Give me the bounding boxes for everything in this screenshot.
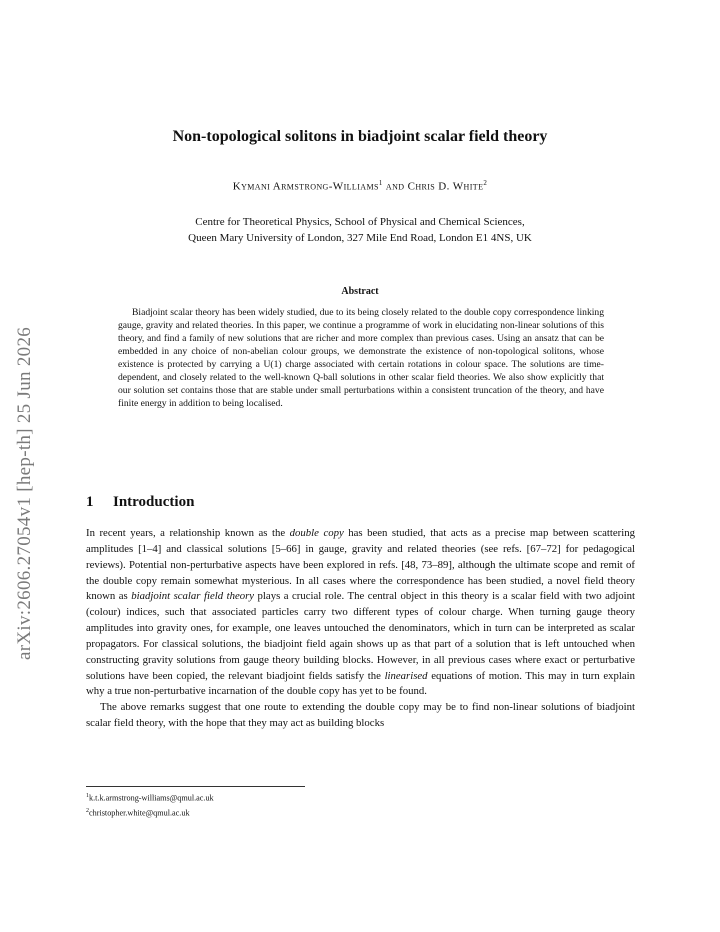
- paragraph: [86, 526, 635, 700]
- footnote-email: k.t.k.armstrong-williams@qmul.ac.uk: [89, 793, 214, 803]
- arxiv-identifier-stamp: arXiv:2606.27054v1 [hep-th] 25 Jun 2026: [14, 326, 35, 660]
- author-name: Kymani Armstrong-Williams: [232, 180, 379, 193]
- affiliation-line: Centre for Theoretical Physics, School of Physical and Chemical Sciences,: [195, 216, 525, 228]
- text-run: In recent years, a relationship known as the: [86, 527, 290, 539]
- footnote-rule: [86, 786, 305, 787]
- emphasis: double copy: [289, 527, 344, 539]
- footnote: [86, 790, 214, 805]
- text-run: has been studied, that acts as a precise map between scattering amplitudes [1–4] and classical solutions [5–66] in gauge, gravity and related theories (see refs. [67–72] for pedagogical reviews). Potential non-perturbative aspects have been explored in refs. [48, 73–89], although the ultimate scope and remit of the double copy remain somewhat mysterious. In all cases where the correspondence has been studied, a novel field theory known as: [86, 527, 635, 603]
- emphasis: biadjoint scalar field theory: [131, 590, 255, 603]
- paragraph: The above remarks suggest that one route to extending the double copy may be to find non-linear solutions of biadjoint scalar field theory, with the hope that they may act as building blocks: [86, 701, 635, 730]
- introduction-body: [86, 526, 635, 732]
- author-name: Chris D. White: [407, 180, 484, 193]
- abstract-heading: Abstract: [341, 286, 379, 297]
- footnote-marker: 1: [378, 179, 383, 187]
- author-conjunction: and: [385, 180, 405, 193]
- footnote-marker: 2: [483, 179, 488, 187]
- footnote-marker: 1: [86, 793, 89, 799]
- footnotes: [86, 790, 214, 819]
- footnote-marker: 2: [86, 807, 89, 814]
- paper-title: Non-topological solitons in biadjoint scalar field theory: [172, 128, 548, 145]
- affiliation: [0, 214, 720, 246]
- section-heading: [86, 494, 194, 511]
- section-title: Introduction: [113, 494, 195, 510]
- abstract-text: Biadjoint scalar theory has been widely studied, due to its being closely related to the double copy correspondence linking gauge, gravity and related theories. In this paper, we continue a programme of work in elucidating non-linear solutions of this theory, and find a family of new solutions that are richer and more complex than previous cases. Using an ansatz that can be embedded in any choice of non-abelian colour groups, we demonstrate the existence of non-topological solitons, whose existence is protected by carrying a U(1) charge associated with certain rotations in colour space. The solutions are time-dependent, and closely related to the well-known Q-ball solutions in other scalar field theories. We also show explicitly that our solution set contains those that are stable under small perturbations within a consistent truncation of the theory, and have finite energy in addition to being localised.: [118, 307, 604, 410]
- footnote-email: christopher.white@qmul.ac.uk: [89, 808, 190, 818]
- affiliation-line: Queen Mary University of London, 327 Mile End Road, London E1 4NS, UK: [188, 232, 532, 244]
- emphasis: linearised: [384, 669, 428, 682]
- footnote: [86, 805, 214, 820]
- author-list: [0, 179, 720, 193]
- text-run: plays a crucial role. The central object in this theory is a scalar field with two adjoint (colour) indices, such that associated particles carry two different types of colour charge. When turning gauge theory amplitudes into gravity ones, for example, one leaves untouched the denominators, which in turn can be interpreted as scalar propagators. For classical solutions, the biadjoint field again shows up as that part of a solution that is left untouched when constructing gravity solutions from gauge theory building blocks. However, in all previous cases where exact or perturbative solutions have been copied, the relevant biadjoint fields satisfy the: [86, 590, 635, 682]
- text-run: equations of motion. This may in turn explain why a true non-perturbative incarnation of the double copy has yet to be found.: [86, 669, 636, 698]
- abstract: [118, 306, 604, 410]
- section-number: 1: [86, 494, 94, 510]
